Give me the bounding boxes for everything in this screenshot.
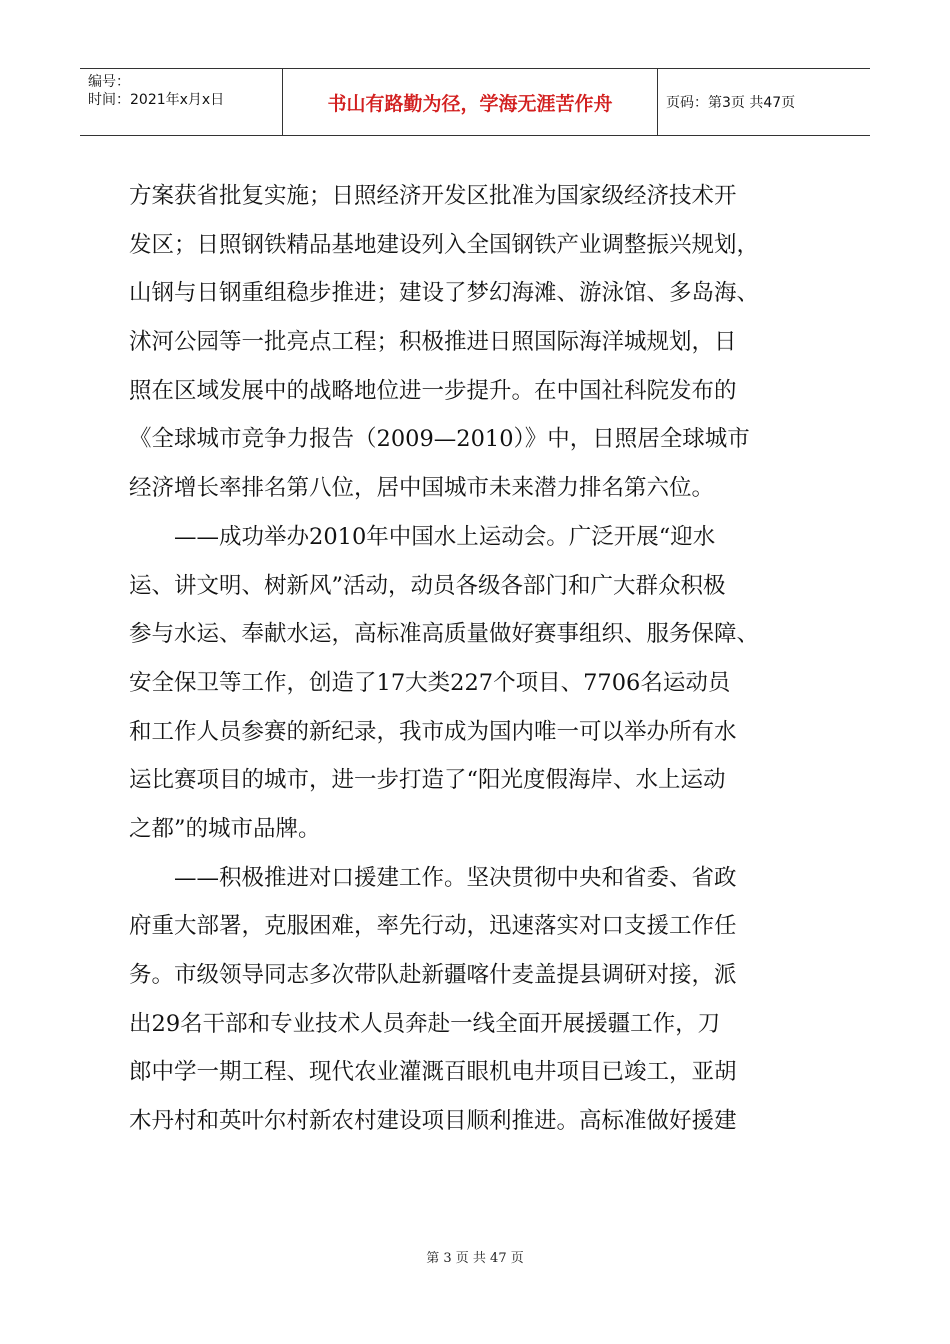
body-line: 府重大部署，克服困难，率先行动，迅速落实对口支援工作任 (129, 913, 737, 940)
header-meta-cell (80, 69, 283, 135)
body-line: 运比赛项目的城市，进一步打造了“阳光度假海岸、水上运动 (129, 767, 726, 794)
document-date-label: 时间：2021年x月x日 (88, 92, 225, 108)
body-line: 照在区域发展中的战略地位进一步提升。在中国社科院发布的 (129, 377, 737, 404)
body-line: 方案获省批复实施；日照经济开发区批准为国家级经济技术开 (129, 183, 737, 209)
body-line: 发区；日照钢铁精品基地建设列入全国钢铁产业调整振兴规划， (129, 231, 760, 258)
paragraph-heading-line: ——成功举办2010年中国水上运动会。广泛开展“迎水 (174, 523, 716, 550)
body-line: 出29名干部和专业技术人员奔赴一线全面开展援疆工作，刀 (129, 1010, 721, 1037)
body-line: 参与水运、奉献水运，高标准高质量做好赛事组织、服务保障、 (129, 621, 760, 648)
page-footer (0, 1247, 950, 1266)
body-line: 《全球城市竞争力报告（2009—2010）》中，日照居全球城市 (129, 426, 750, 453)
header-motto: 书山有路勤为径，学海无涯苦作舟 (327, 92, 613, 115)
footer-page-number: 第 3 页 共 47 页 (426, 1251, 524, 1266)
body-line: 山钢与日钢重组稳步推进；建设了梦幻海滩、游泳馆、多岛海、 (129, 280, 760, 307)
body-line: 安全保卫等工作，创造了17大类227个项目、7706名运动员 (129, 669, 731, 696)
body-line: 和工作人员参赛的新纪录，我市成为国内唯一可以举办所有水 (129, 718, 737, 745)
document-body (129, 172, 829, 1146)
body-line: 务。市级领导同志多次带队赴新疆喀什麦盖提县调研对接，派 (129, 962, 737, 988)
body-line: 郎中学一期工程、现代农业灌溉百眼机电井项目已竣工，亚胡 (129, 1059, 737, 1086)
body-line: 木丹村和英叶尔村新农村建设项目顺利推进。高标准做好援建 (129, 1108, 737, 1135)
body-line: 沭河公园等一批亮点工程；积极推进日照国际海洋城规划，日 (129, 329, 737, 356)
header-motto-cell (283, 69, 658, 135)
header-table (80, 68, 870, 136)
header-page-cell (658, 69, 870, 135)
body-line: 之都”的城市品牌。 (129, 815, 321, 842)
body-line: 经济增长率排名第八位，居中国城市未来潜力排名第六位。 (129, 475, 715, 502)
paragraph-heading-line: ——积极推进对口援建工作。坚决贯彻中央和省委、省政 (174, 864, 737, 891)
document-number-label: 编号： (88, 74, 130, 90)
header-page-info: 页码：第3页 共47页 (666, 95, 796, 111)
body-line: 运、讲文明、树新风”活动，动员各级各部门和广大群众积极 (129, 572, 726, 599)
